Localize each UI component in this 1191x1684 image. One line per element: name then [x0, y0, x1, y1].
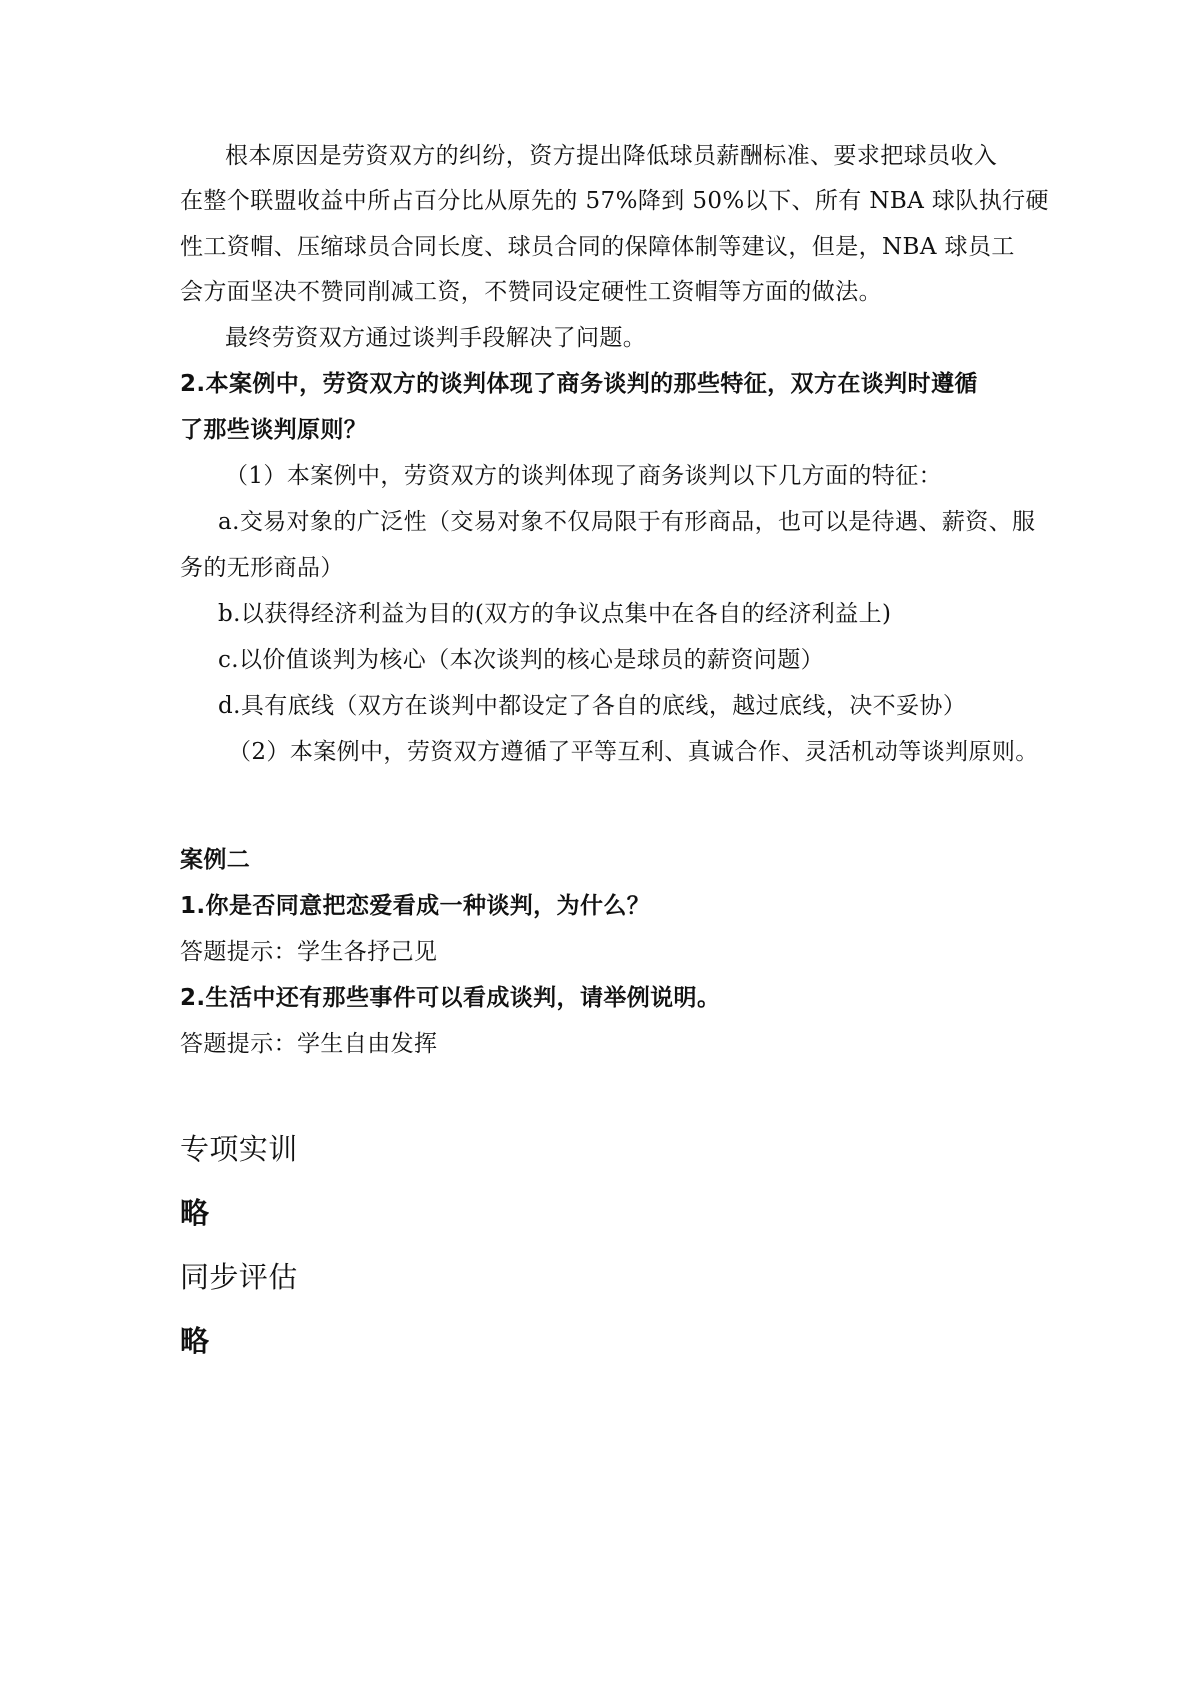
case-question-2: 2.生活中还有那些事件可以看成谈判，请举例说明。 [180, 985, 721, 1011]
answer-conclusion: （2）本案例中，劳资双方遵循了平等互利、真诚合作、灵活机动等谈判原则。 [228, 739, 1039, 765]
paragraph-line: 根本原因是劳资双方的纠纷，资方提出降低球员薪酬标准、要求把球员收入 [225, 143, 998, 169]
case-answer-hint-1: 答题提示：学生各抒己见 [180, 939, 438, 965]
list-item-a: a.交易对象的广泛性（交易对象不仅局限于有形商品，也可以是待遇、薪资、服 [218, 509, 1036, 535]
paragraph-line: 会方面坚决不赞同削减工资，不赞同设定硬性工资帽等方面的做法。 [180, 279, 882, 305]
section-body-sync-assessment: 略 [180, 1324, 210, 1358]
case-title: 案例二 [180, 847, 251, 873]
question-title: 了那些谈判原则？ [180, 417, 368, 443]
section-heading-special-training: 专项实训 [180, 1132, 298, 1166]
paragraph-line: 最终劳资双方通过谈判手段解决了问题。 [225, 325, 647, 351]
question-title: 2.本案例中，劳资双方的谈判体现了商务谈判的那些特征，双方在谈判时遵循 [180, 371, 978, 397]
paragraph-line: 在整个联盟收益中所占百分比从原先的 57%降到 50%以下、所有 NBA 球队执行硬 [180, 188, 1049, 214]
section-heading-sync-assessment: 同步评估 [180, 1260, 298, 1294]
list-item-d: d.具有底线（双方在谈判中都设定了各自的底线，越过底线，决不妥协） [218, 693, 967, 719]
case-answer-hint-2: 答题提示：学生自由发挥 [180, 1031, 438, 1057]
list-item-a-continued: 务的无形商品） [180, 555, 344, 581]
case-question-1: 1.你是否同意把恋爱看成一种谈判，为什么？ [180, 893, 651, 919]
answer-intro: （1）本案例中，劳资双方的谈判体现了商务谈判以下几方面的特征： [225, 463, 943, 489]
paragraph-line: 性工资帽、压缩球员合同长度、球员合同的保障体制等建议，但是，NBA 球员工 [180, 234, 1015, 260]
list-item-b: b.以获得经济利益为目的(双方的争议点集中在各自的经济利益上) [218, 601, 892, 627]
list-item-c: c.以价值谈判为核心（本次谈判的核心是球员的薪资问题） [218, 647, 824, 673]
section-body-special-training: 略 [180, 1196, 210, 1230]
